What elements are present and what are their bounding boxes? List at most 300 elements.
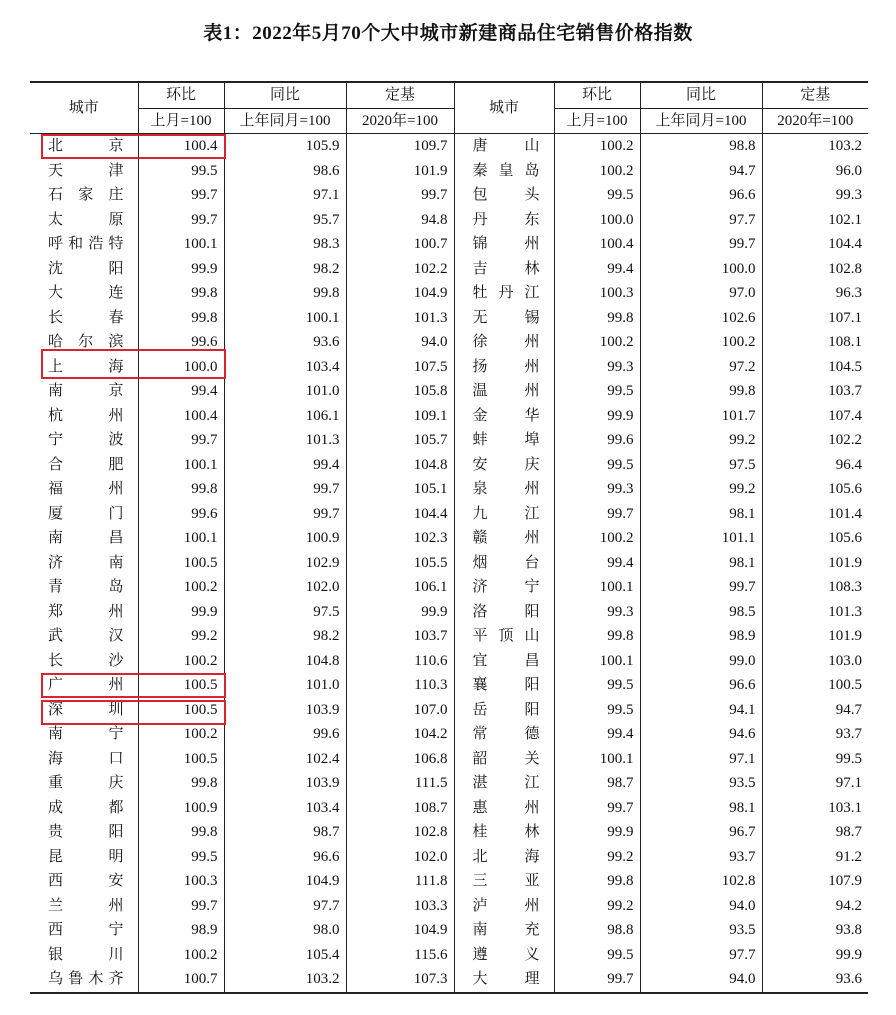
mom-base-right: 上月=100 bbox=[554, 108, 640, 134]
yoy-value-right: 93.7 bbox=[640, 845, 762, 870]
city-name-left: 西宁 bbox=[48, 922, 124, 938]
yoy-value-left: 100.1 bbox=[224, 306, 346, 331]
mom-value-right: 99.7 bbox=[554, 967, 640, 993]
city-name-left: 银川 bbox=[48, 946, 124, 963]
fixed-value-left: 107.0 bbox=[346, 698, 454, 723]
mom-value-right: 100.0 bbox=[554, 208, 640, 233]
mom-value-left: 100.5 bbox=[138, 673, 224, 698]
mom-value-right: 100.1 bbox=[554, 649, 640, 674]
fixed-value-left: 111.5 bbox=[346, 771, 454, 796]
yoy-value-left: 105.4 bbox=[224, 943, 346, 968]
mom-value-right: 99.5 bbox=[554, 698, 640, 723]
highlight-box-shanghai bbox=[41, 349, 226, 379]
mom-value-left: 99.6 bbox=[138, 502, 224, 527]
table-row bbox=[30, 624, 868, 649]
fixed-value-left: 109.7 bbox=[346, 134, 454, 159]
fixed-value-left: 106.8 bbox=[346, 747, 454, 772]
fixed-value-right: 102.1 bbox=[762, 208, 868, 233]
fixed-value-right: 101.9 bbox=[762, 551, 868, 576]
mom-value-right: 99.4 bbox=[554, 722, 640, 747]
mom-value-right: 99.9 bbox=[554, 404, 640, 429]
fixed-value-right: 93.6 bbox=[762, 967, 868, 993]
city-name-left: 兰州 bbox=[48, 897, 124, 914]
fixed-value-left: 105.7 bbox=[346, 428, 454, 453]
mom-base-left: 上月=100 bbox=[138, 108, 224, 134]
table-row bbox=[30, 869, 868, 894]
yoy-value-left: 98.6 bbox=[224, 159, 346, 184]
city-name-right: 桂林 bbox=[454, 820, 554, 845]
table-row bbox=[30, 526, 868, 551]
city-name-left: 昆明 bbox=[48, 848, 124, 865]
fixed-value-right: 99.5 bbox=[762, 747, 868, 772]
city-name-right: 湛江 bbox=[454, 771, 554, 796]
mom-value-left: 100.3 bbox=[138, 869, 224, 894]
mom-value-right: 99.8 bbox=[554, 624, 640, 649]
yoy-value-left: 98.2 bbox=[224, 624, 346, 649]
yoy-value-right: 98.1 bbox=[640, 502, 762, 527]
mom-value-right: 98.8 bbox=[554, 918, 640, 943]
mom-header-left: 环比 bbox=[138, 82, 224, 108]
fixed-value-left: 99.7 bbox=[346, 183, 454, 208]
highlight-box-beijing bbox=[41, 134, 226, 159]
fixed-value-left: 105.8 bbox=[346, 379, 454, 404]
table-row bbox=[30, 281, 868, 306]
mom-value-right: 99.5 bbox=[554, 943, 640, 968]
fixed-value-left: 103.7 bbox=[346, 624, 454, 649]
mom-value-right: 99.8 bbox=[554, 306, 640, 331]
yoy-value-left: 104.9 bbox=[224, 869, 346, 894]
table-row bbox=[30, 306, 868, 331]
mom-value-left: 100.1 bbox=[138, 526, 224, 551]
yoy-value-right: 97.7 bbox=[640, 943, 762, 968]
mom-value-right: 100.2 bbox=[554, 526, 640, 551]
city-name-right: 南充 bbox=[454, 918, 554, 943]
yoy-header-left: 同比 bbox=[224, 82, 346, 108]
fixed-value-right: 107.4 bbox=[762, 404, 868, 429]
city-name-left: 济南 bbox=[48, 554, 124, 571]
mom-value-right: 99.5 bbox=[554, 183, 640, 208]
fixed-value-left: 94.0 bbox=[346, 330, 454, 355]
yoy-value-left: 103.9 bbox=[224, 771, 346, 796]
yoy-value-left: 99.6 bbox=[224, 722, 346, 747]
fixed-value-right: 96.4 bbox=[762, 453, 868, 478]
fixed-value-left: 105.5 bbox=[346, 551, 454, 576]
city-name-left: 上海 bbox=[48, 358, 124, 375]
highlight-box-guangzhou bbox=[41, 673, 226, 698]
fixed-base-left: 2020年=100 bbox=[346, 108, 454, 134]
yoy-value-left: 103.9 bbox=[224, 698, 346, 723]
fixed-value-right: 102.8 bbox=[762, 257, 868, 282]
fixed-value-left: 105.1 bbox=[346, 477, 454, 502]
table-row bbox=[30, 575, 868, 600]
mom-value-left: 99.8 bbox=[138, 771, 224, 796]
mom-value-right: 99.4 bbox=[554, 551, 640, 576]
table-row bbox=[30, 183, 868, 208]
city-name-left: 沈阳 bbox=[48, 260, 124, 277]
mom-value-left: 100.2 bbox=[138, 649, 224, 674]
mom-value-right: 99.3 bbox=[554, 600, 640, 625]
fixed-value-left: 100.7 bbox=[346, 232, 454, 257]
city-name-right: 常德 bbox=[454, 722, 554, 747]
city-name-right: 蚌埠 bbox=[454, 428, 554, 453]
mom-value-left: 98.9 bbox=[138, 918, 224, 943]
mom-value-right: 99.7 bbox=[554, 502, 640, 527]
mom-value-right: 98.7 bbox=[554, 771, 640, 796]
city-name-right: 扬州 bbox=[454, 355, 554, 380]
yoy-value-left: 102.0 bbox=[224, 575, 346, 600]
city-name-left: 福州 bbox=[48, 481, 124, 497]
city-name-right: 吉林 bbox=[454, 257, 554, 282]
yoy-value-left: 103.4 bbox=[224, 796, 346, 821]
fixed-value-left: 104.4 bbox=[346, 502, 454, 527]
mom-value-right: 99.3 bbox=[554, 355, 640, 380]
yoy-value-left: 99.7 bbox=[224, 502, 346, 527]
table-row bbox=[30, 159, 868, 184]
fixed-value-right: 96.3 bbox=[762, 281, 868, 306]
city-name-right: 平顶山 bbox=[454, 624, 554, 649]
city-name-right: 三亚 bbox=[454, 869, 554, 894]
table-row bbox=[30, 428, 868, 453]
fixed-value-right: 103.0 bbox=[762, 649, 868, 674]
yoy-value-left: 98.0 bbox=[224, 918, 346, 943]
yoy-value-right: 99.2 bbox=[640, 477, 762, 502]
table-row bbox=[30, 943, 868, 968]
city-name-left: 大连 bbox=[48, 285, 124, 301]
city-name-left: 贵阳 bbox=[48, 824, 124, 840]
yoy-value-left: 102.9 bbox=[224, 551, 346, 576]
fixed-value-left: 108.7 bbox=[346, 796, 454, 821]
yoy-value-right: 94.7 bbox=[640, 159, 762, 184]
city-name-left: 南京 bbox=[48, 383, 124, 399]
city-name-left: 石家庄 bbox=[48, 187, 124, 203]
city-name-right: 无锡 bbox=[454, 306, 554, 331]
fixed-value-left: 101.3 bbox=[346, 306, 454, 331]
yoy-value-right: 99.2 bbox=[640, 428, 762, 453]
mom-value-left: 100.9 bbox=[138, 796, 224, 821]
mom-value-left: 99.7 bbox=[138, 428, 224, 453]
yoy-value-left: 99.7 bbox=[224, 477, 346, 502]
fixed-value-right: 98.7 bbox=[762, 820, 868, 845]
fixed-value-right: 101.3 bbox=[762, 600, 868, 625]
city-name-right: 泉州 bbox=[454, 477, 554, 502]
mom-value-left: 99.8 bbox=[138, 477, 224, 502]
yoy-value-left: 105.9 bbox=[224, 134, 346, 159]
yoy-value-right: 96.6 bbox=[640, 673, 762, 698]
mom-value-left: 99.2 bbox=[138, 624, 224, 649]
city-name-right: 赣州 bbox=[454, 526, 554, 551]
fixed-value-left: 110.3 bbox=[346, 673, 454, 698]
mom-value-left: 99.9 bbox=[138, 600, 224, 625]
city-name-right: 泸州 bbox=[454, 894, 554, 919]
city-name-left: 郑州 bbox=[48, 603, 124, 620]
city-name-left: 长春 bbox=[48, 309, 124, 326]
city-name-left: 北京 bbox=[48, 138, 124, 154]
city-name-left: 呼和浩特 bbox=[48, 236, 124, 252]
yoy-value-left: 97.1 bbox=[224, 183, 346, 208]
fixed-value-left: 103.3 bbox=[346, 894, 454, 919]
yoy-value-left: 93.6 bbox=[224, 330, 346, 355]
city-name-right: 九江 bbox=[454, 502, 554, 527]
fixed-value-right: 103.1 bbox=[762, 796, 868, 821]
yoy-value-right: 97.5 bbox=[640, 453, 762, 478]
fixed-header-left: 定基 bbox=[346, 82, 454, 108]
city-name-right: 温州 bbox=[454, 379, 554, 404]
mom-value-left: 99.6 bbox=[138, 330, 224, 355]
city-name-left: 南昌 bbox=[48, 530, 124, 546]
yoy-value-left: 98.7 bbox=[224, 820, 346, 845]
city-name-left: 青岛 bbox=[48, 579, 124, 595]
mom-value-left: 99.5 bbox=[138, 845, 224, 870]
city-name-left: 杭州 bbox=[48, 407, 124, 424]
mom-value-right: 99.5 bbox=[554, 673, 640, 698]
city-name-left: 重庆 bbox=[48, 775, 124, 791]
mom-value-left: 99.5 bbox=[138, 159, 224, 184]
yoy-header-right: 同比 bbox=[640, 82, 762, 108]
yoy-value-right: 93.5 bbox=[640, 918, 762, 943]
city-name-right: 宜昌 bbox=[454, 649, 554, 674]
fixed-value-left: 102.3 bbox=[346, 526, 454, 551]
city-name-right: 徐州 bbox=[454, 330, 554, 355]
city-name-right: 金华 bbox=[454, 404, 554, 429]
yoy-value-right: 94.0 bbox=[640, 967, 762, 993]
fixed-header-right: 定基 bbox=[762, 82, 868, 108]
city-name-right: 洛阳 bbox=[454, 600, 554, 625]
city-name-left: 宁波 bbox=[48, 432, 124, 448]
mom-value-left: 99.9 bbox=[138, 257, 224, 282]
table-row bbox=[30, 502, 868, 527]
fixed-value-right: 97.1 bbox=[762, 771, 868, 796]
fixed-value-right: 101.4 bbox=[762, 502, 868, 527]
yoy-value-right: 98.8 bbox=[640, 134, 762, 159]
yoy-value-left: 99.8 bbox=[224, 281, 346, 306]
yoy-value-right: 99.8 bbox=[640, 379, 762, 404]
fixed-value-right: 99.3 bbox=[762, 183, 868, 208]
table-body bbox=[30, 134, 868, 993]
fixed-value-left: 94.8 bbox=[346, 208, 454, 233]
mom-value-left: 99.8 bbox=[138, 281, 224, 306]
fixed-value-right: 101.9 bbox=[762, 624, 868, 649]
mom-value-right: 99.8 bbox=[554, 869, 640, 894]
fixed-value-right: 107.1 bbox=[762, 306, 868, 331]
table-row bbox=[30, 747, 868, 772]
table-title: 表1：2022年5月70个大中城市新建商品住宅销售价格指数 bbox=[203, 23, 693, 44]
table-row bbox=[30, 232, 868, 257]
yoy-value-right: 100.2 bbox=[640, 330, 762, 355]
table-row bbox=[30, 453, 868, 478]
mom-value-left: 99.7 bbox=[138, 894, 224, 919]
city-header-right: 城市 bbox=[454, 82, 554, 134]
mom-value-right: 100.2 bbox=[554, 134, 640, 159]
table-row bbox=[30, 845, 868, 870]
table-row bbox=[30, 208, 868, 233]
city-name-right: 包头 bbox=[454, 183, 554, 208]
table-row bbox=[30, 796, 868, 821]
fixed-value-left: 102.0 bbox=[346, 845, 454, 870]
fixed-value-left: 99.9 bbox=[346, 600, 454, 625]
yoy-value-right: 102.6 bbox=[640, 306, 762, 331]
yoy-value-right: 93.5 bbox=[640, 771, 762, 796]
price-index-table bbox=[30, 81, 868, 994]
mom-value-right: 99.7 bbox=[554, 796, 640, 821]
yoy-value-left: 101.0 bbox=[224, 379, 346, 404]
city-name-right: 岳阳 bbox=[454, 698, 554, 723]
yoy-value-right: 101.7 bbox=[640, 404, 762, 429]
city-name-left: 西安 bbox=[48, 873, 124, 889]
yoy-value-left: 98.3 bbox=[224, 232, 346, 257]
fixed-value-right: 105.6 bbox=[762, 477, 868, 502]
fixed-value-left: 104.9 bbox=[346, 281, 454, 306]
mom-value-left: 99.7 bbox=[138, 183, 224, 208]
city-name-left: 深圳 bbox=[48, 701, 124, 718]
fixed-value-left: 115.6 bbox=[346, 943, 454, 968]
fixed-value-left: 102.8 bbox=[346, 820, 454, 845]
table-row bbox=[30, 771, 868, 796]
yoy-value-right: 97.7 bbox=[640, 208, 762, 233]
yoy-value-right: 99.7 bbox=[640, 575, 762, 600]
mom-value-right: 99.2 bbox=[554, 845, 640, 870]
yoy-value-left: 96.6 bbox=[224, 845, 346, 870]
mom-value-left: 100.2 bbox=[138, 722, 224, 747]
city-name-right: 牡丹江 bbox=[454, 281, 554, 306]
mom-value-left: 100.4 bbox=[138, 404, 224, 429]
mom-value-left: 100.5 bbox=[138, 698, 224, 723]
table-row bbox=[30, 379, 868, 404]
fixed-value-right: 103.7 bbox=[762, 379, 868, 404]
fixed-value-right: 93.7 bbox=[762, 722, 868, 747]
yoy-value-left: 102.4 bbox=[224, 747, 346, 772]
yoy-value-left: 99.4 bbox=[224, 453, 346, 478]
city-name-left: 广州 bbox=[48, 677, 124, 693]
city-name-left: 合肥 bbox=[48, 456, 124, 473]
yoy-value-right: 97.2 bbox=[640, 355, 762, 380]
fixed-value-right: 99.9 bbox=[762, 943, 868, 968]
yoy-value-left: 101.3 bbox=[224, 428, 346, 453]
city-name-left: 太原 bbox=[48, 211, 124, 228]
fixed-value-right: 104.5 bbox=[762, 355, 868, 380]
yoy-value-left: 95.7 bbox=[224, 208, 346, 233]
mom-value-right: 99.2 bbox=[554, 894, 640, 919]
table-row bbox=[30, 600, 868, 625]
mom-value-right: 100.1 bbox=[554, 575, 640, 600]
mom-value-left: 99.8 bbox=[138, 820, 224, 845]
city-name-left: 海口 bbox=[48, 750, 124, 767]
fixed-base-right: 2020年=100 bbox=[762, 108, 868, 134]
city-header-left: 城市 bbox=[30, 82, 138, 134]
mom-value-left: 100.2 bbox=[138, 943, 224, 968]
table-row bbox=[30, 477, 868, 502]
fixed-value-right: 105.6 bbox=[762, 526, 868, 551]
table-row bbox=[30, 722, 868, 747]
fixed-value-left: 107.3 bbox=[346, 967, 454, 993]
mom-value-left: 99.4 bbox=[138, 379, 224, 404]
yoy-value-right: 102.8 bbox=[640, 869, 762, 894]
city-name-left: 乌鲁木齐 bbox=[30, 967, 138, 993]
fixed-value-right: 102.2 bbox=[762, 428, 868, 453]
mom-value-right: 99.6 bbox=[554, 428, 640, 453]
table-row bbox=[30, 404, 868, 429]
mom-header-right: 环比 bbox=[554, 82, 640, 108]
mom-value-right: 99.5 bbox=[554, 379, 640, 404]
fixed-value-left: 107.5 bbox=[346, 355, 454, 380]
yoy-value-right: 99.7 bbox=[640, 232, 762, 257]
fixed-value-left: 101.9 bbox=[346, 159, 454, 184]
table-row bbox=[30, 918, 868, 943]
mom-value-right: 99.3 bbox=[554, 477, 640, 502]
yoy-value-right: 100.0 bbox=[640, 257, 762, 282]
yoy-value-left: 97.7 bbox=[224, 894, 346, 919]
yoy-base-left: 上年同月=100 bbox=[224, 108, 346, 134]
city-name-right: 大理 bbox=[454, 967, 554, 993]
city-name-right: 北海 bbox=[454, 845, 554, 870]
mom-value-left: 100.2 bbox=[138, 575, 224, 600]
mom-value-left: 100.5 bbox=[138, 747, 224, 772]
mom-value-left: 100.0 bbox=[138, 355, 224, 380]
city-name-right: 丹东 bbox=[454, 208, 554, 233]
yoy-value-right: 97.0 bbox=[640, 281, 762, 306]
mom-value-left: 100.1 bbox=[138, 453, 224, 478]
city-name-right: 韶关 bbox=[454, 747, 554, 772]
fixed-value-right: 107.9 bbox=[762, 869, 868, 894]
fixed-value-left: 102.2 bbox=[346, 257, 454, 282]
mom-value-left: 99.8 bbox=[138, 306, 224, 331]
city-name-left: 成都 bbox=[48, 799, 124, 816]
table-row bbox=[30, 967, 868, 993]
yoy-value-right: 98.9 bbox=[640, 624, 762, 649]
fixed-value-right: 103.2 bbox=[762, 134, 868, 159]
mom-value-right: 100.1 bbox=[554, 747, 640, 772]
mom-value-right: 100.3 bbox=[554, 281, 640, 306]
yoy-value-right: 94.1 bbox=[640, 698, 762, 723]
table-row bbox=[30, 820, 868, 845]
mom-value-left: 100.5 bbox=[138, 551, 224, 576]
fixed-value-right: 94.2 bbox=[762, 894, 868, 919]
fixed-value-left: 109.1 bbox=[346, 404, 454, 429]
fixed-value-right: 91.2 bbox=[762, 845, 868, 870]
fixed-value-left: 111.8 bbox=[346, 869, 454, 894]
fixed-value-right: 108.1 bbox=[762, 330, 868, 355]
fixed-value-left: 106.1 bbox=[346, 575, 454, 600]
yoy-value-left: 100.9 bbox=[224, 526, 346, 551]
table-row bbox=[30, 257, 868, 282]
city-name-right: 遵义 bbox=[454, 943, 554, 968]
fixed-value-left: 104.8 bbox=[346, 453, 454, 478]
yoy-value-right: 98.1 bbox=[640, 551, 762, 576]
fixed-value-right: 94.7 bbox=[762, 698, 868, 723]
table-row bbox=[30, 649, 868, 674]
mom-value-right: 100.4 bbox=[554, 232, 640, 257]
mom-value-right: 99.5 bbox=[554, 453, 640, 478]
city-name-right: 秦皇岛 bbox=[454, 159, 554, 184]
yoy-value-left: 101.0 bbox=[224, 673, 346, 698]
city-name-left: 武汉 bbox=[48, 628, 124, 644]
city-name-right: 襄阳 bbox=[454, 673, 554, 698]
yoy-value-left: 106.1 bbox=[224, 404, 346, 429]
yoy-value-right: 99.0 bbox=[640, 649, 762, 674]
mom-value-right: 100.2 bbox=[554, 330, 640, 355]
yoy-value-left: 97.5 bbox=[224, 600, 346, 625]
yoy-value-left: 103.2 bbox=[224, 967, 346, 993]
yoy-value-left: 104.8 bbox=[224, 649, 346, 674]
yoy-value-right: 97.1 bbox=[640, 747, 762, 772]
yoy-value-right: 94.0 bbox=[640, 894, 762, 919]
fixed-value-left: 104.2 bbox=[346, 722, 454, 747]
mom-value-left: 100.1 bbox=[138, 232, 224, 257]
city-name-right: 安庆 bbox=[454, 453, 554, 478]
fixed-value-right: 100.5 bbox=[762, 673, 868, 698]
yoy-value-right: 98.5 bbox=[640, 600, 762, 625]
yoy-base-right: 上年同月=100 bbox=[640, 108, 762, 134]
city-name-left: 南宁 bbox=[48, 726, 124, 742]
